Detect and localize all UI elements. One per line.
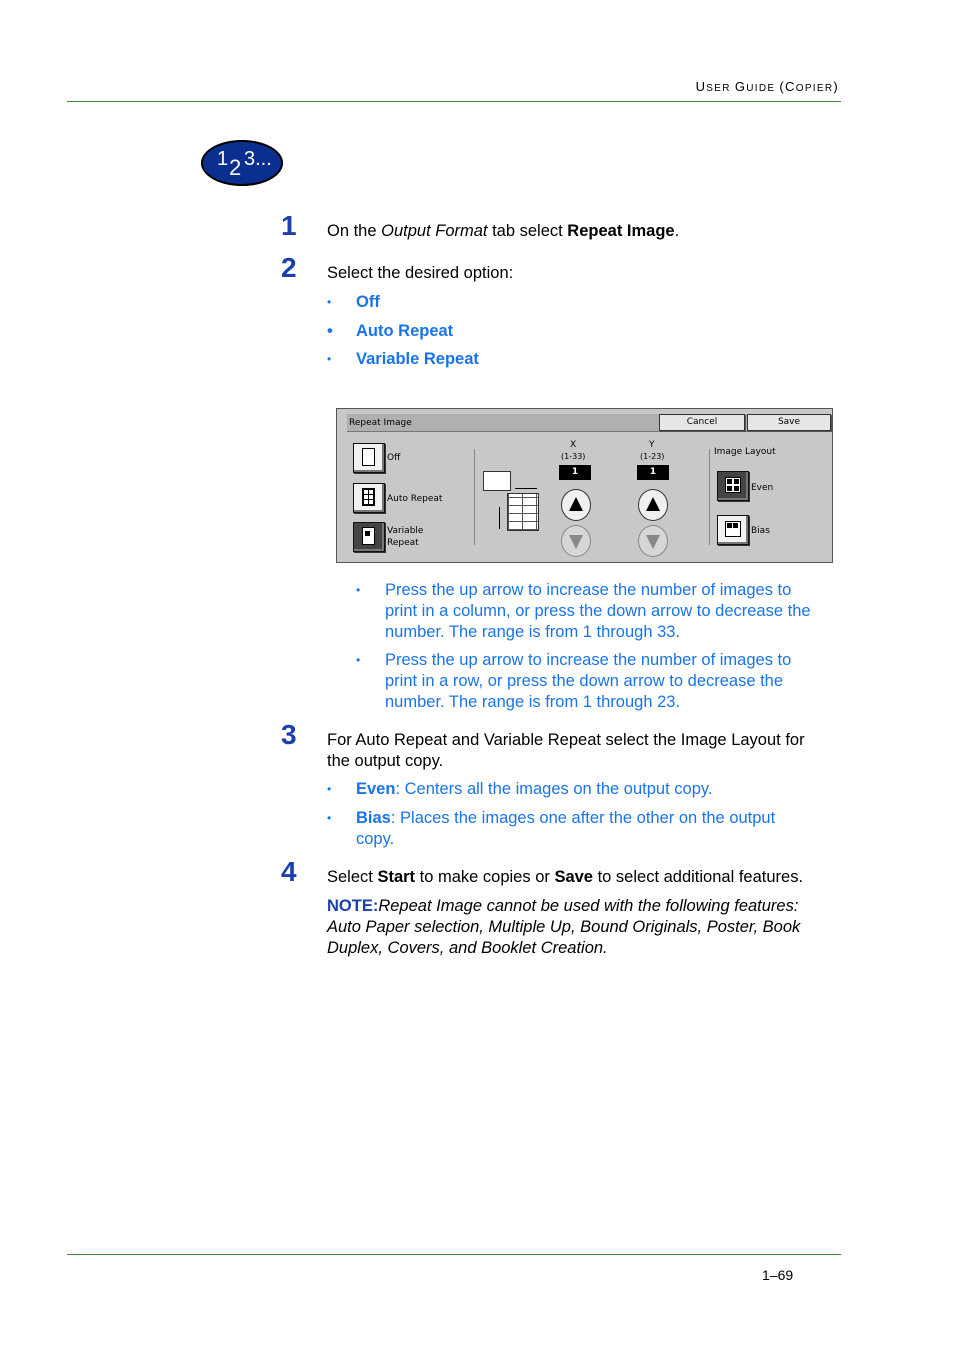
even-layout-icon: [725, 477, 741, 493]
note: NOTE:Repeat Image cannot be used with the following features: Auto Paper selection, Multiple Up, Bound Originals, Poster, Book Duplex, Covers, and Booklet Creation.: [327, 897, 801, 957]
repeat-image-panel: [336, 408, 833, 563]
y-label: Y: [649, 440, 655, 450]
x-down-arrow-button[interactable]: [561, 525, 591, 557]
bullet: •: [356, 653, 361, 667]
step-number: 4: [281, 856, 297, 887]
even-button[interactable]: [717, 471, 749, 501]
y-up-arrow-button[interactable]: [638, 489, 668, 521]
y-value-field[interactable]: 1: [637, 465, 669, 480]
grid-icon: [362, 488, 375, 506]
image-layout-label: Image Layout: [714, 447, 776, 457]
option-variable-repeat: Variable Repeat: [356, 350, 479, 368]
variable-repeat-button[interactable]: [353, 522, 385, 552]
bias-description: Bias: Places the images one after the other on the output copy.: [356, 809, 776, 848]
divider: [709, 449, 710, 545]
x-value-field[interactable]: 1: [559, 465, 591, 480]
x-up-arrow-button[interactable]: [561, 489, 591, 521]
even-label[interactable]: Even: [751, 483, 774, 493]
arrow-note-2: Press the up arrow to increase the number of images to print in a row, or press the down arrow to decrease the number. The range is from 1 through 23.: [385, 651, 792, 711]
y-range: (1-23): [640, 452, 665, 461]
x-label: X: [570, 440, 577, 450]
even-description: Even: Centers all the images on the output copy.: [356, 780, 713, 798]
save-button[interactable]: Save: [747, 414, 831, 431]
procedure-badge-icon: 1 2 3...: [201, 140, 283, 186]
step-number: 3: [281, 719, 297, 750]
y-down-arrow-button[interactable]: [638, 525, 668, 557]
page-number: 1–69: [762, 1267, 794, 1283]
repeat-diagram-icon: [483, 471, 537, 531]
bullet: •: [327, 352, 332, 366]
bias-label[interactable]: Bias: [751, 526, 770, 536]
auto-repeat-label: Auto Repeat: [387, 494, 443, 504]
step-text: Select the desired option:: [327, 264, 514, 282]
option-off: Off: [356, 293, 380, 311]
running-header: USER GUIDE (COPIER): [695, 79, 839, 94]
page-icon: [362, 527, 375, 545]
cancel-button[interactable]: Cancel: [659, 414, 745, 431]
bias-button[interactable]: [717, 515, 749, 545]
bullet: •: [327, 295, 332, 309]
arrow-note-1: Press the up arrow to increase the number of images to print in a column, or press the down arrow to decrease the number. The range is from 1 through 33.: [385, 581, 811, 641]
bullet: •: [327, 811, 332, 825]
step-number: 1: [281, 210, 297, 241]
off-label: Off: [387, 453, 401, 463]
variable-repeat-label: Variable Repeat: [387, 526, 424, 548]
panel-title: Repeat Image: [349, 418, 412, 428]
auto-repeat-button[interactable]: [353, 483, 385, 513]
divider: [474, 449, 475, 545]
bullet: •: [356, 583, 361, 597]
header-rule: [67, 101, 841, 102]
page-icon: [362, 448, 375, 466]
x-range: (1-33): [561, 452, 586, 461]
off-button[interactable]: [353, 443, 385, 473]
option-auto-repeat: Auto Repeat: [356, 322, 454, 340]
step-number: 2: [281, 252, 297, 283]
step-text: For Auto Repeat and Variable Repeat select the Image Layout for the output copy.: [327, 731, 805, 770]
bullet: •: [327, 322, 333, 340]
bias-layout-icon: [725, 521, 741, 537]
step-text: Select Start to make copies or Save to select additional features.: [327, 868, 804, 886]
footer-rule: [67, 1254, 841, 1255]
step-text: On the Output Format tab select Repeat Image.: [327, 222, 680, 240]
bullet: •: [327, 782, 332, 796]
